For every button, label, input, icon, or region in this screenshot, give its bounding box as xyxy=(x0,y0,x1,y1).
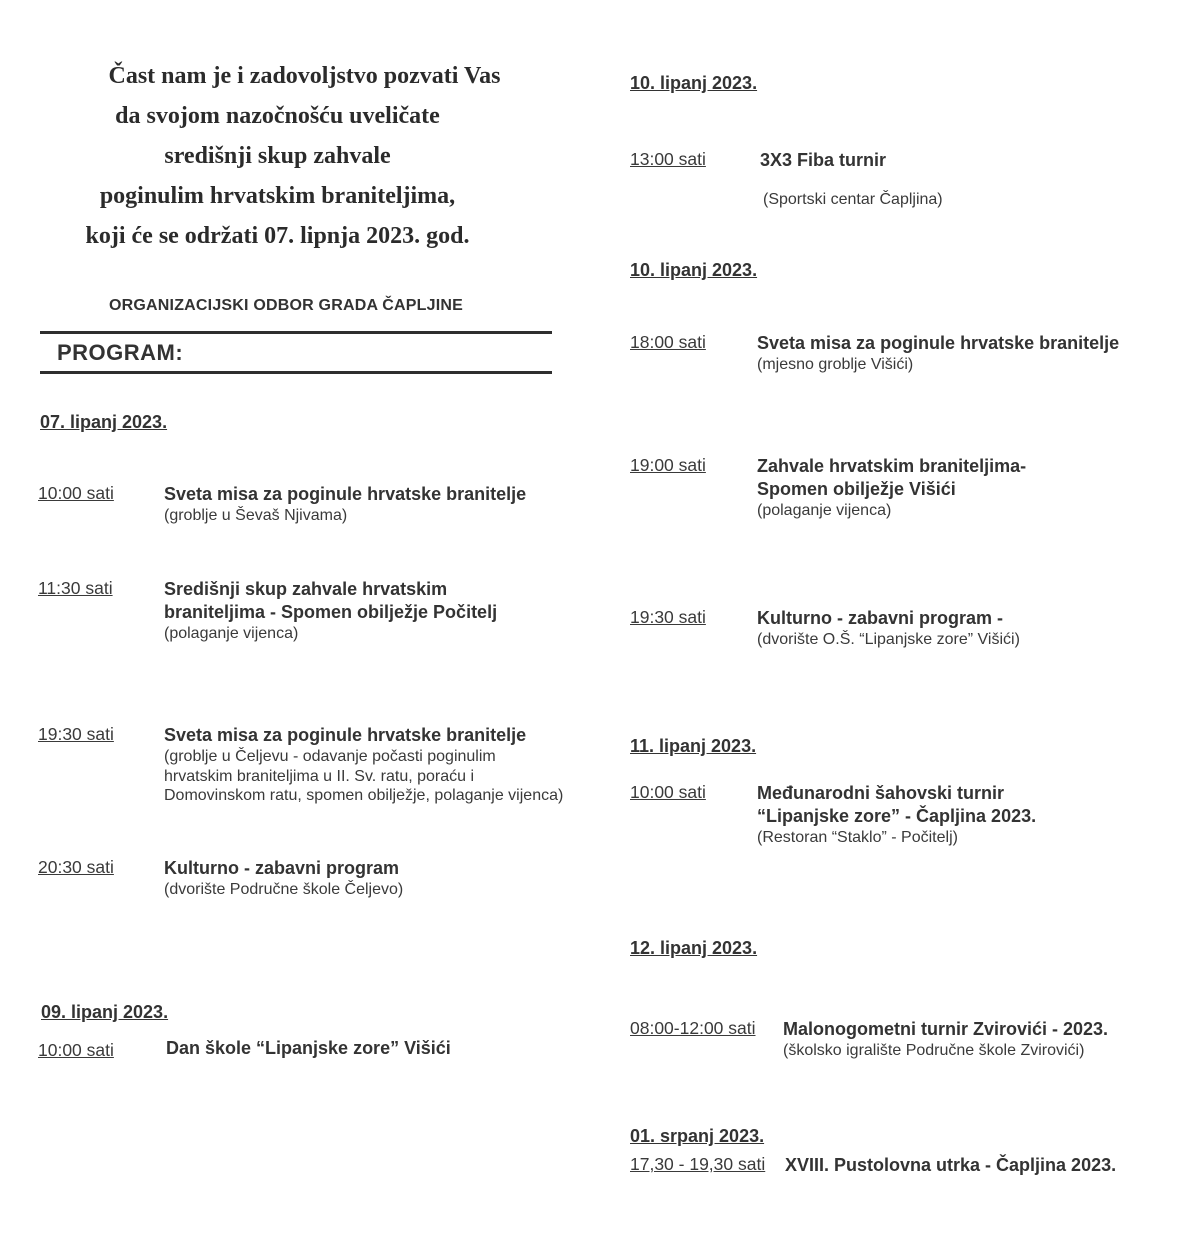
event-title: Sveta misa za poginule hrvatske branitelje xyxy=(164,484,527,504)
date-heading: 01. srpanj 2023. xyxy=(630,1126,765,1146)
event-description xyxy=(166,1037,451,1060)
event-description xyxy=(164,483,526,526)
event-time: 19:30 sati xyxy=(630,607,706,627)
event-time: 10:00 sati xyxy=(38,1040,114,1060)
invitation-line: da svojom nazočnošću uveličate xyxy=(115,103,440,129)
event-detail: (školsko igralište Područne škole Zvirovići) xyxy=(783,1042,1085,1059)
event-description xyxy=(164,578,497,644)
event-time: 13:00 sati xyxy=(630,149,706,169)
event-title: Malonogometni turnir Zvirovići - 2023. xyxy=(783,1019,1109,1039)
event-description xyxy=(783,1018,1108,1061)
event-detail: (dvorište O.Š. “Lipanjske zore” Višići) xyxy=(757,631,1020,648)
event-detail: (groblje u Ševaš Njivama) xyxy=(164,507,348,524)
event-time: 10:00 sati xyxy=(38,483,114,503)
date-heading: 07. lipanj 2023. xyxy=(40,412,168,432)
organizing-committee-label: ORGANIZACIJSKI ODBOR GRADA ČAPLJINE xyxy=(109,297,463,314)
event-title: Sveta misa za poginule hrvatske branitelje xyxy=(757,333,1120,353)
event-detail: (mjesno groblje Višići) xyxy=(757,356,914,373)
divider-line-top xyxy=(40,331,552,334)
invitation-line: poginulim hrvatskim braniteljima, xyxy=(99,183,456,209)
event-time: 18:00 sati xyxy=(630,332,706,352)
date-heading: 11. lipanj 2023. xyxy=(630,736,757,756)
event-time: 20:30 sati xyxy=(38,857,114,877)
event-time: 19:30 sati xyxy=(38,724,114,744)
event-title: “Lipanjske zore” - Čapljina 2023. xyxy=(757,806,1037,826)
event-time: 10:00 sati xyxy=(630,782,706,802)
event-description xyxy=(757,607,1020,650)
date-heading: 12. lipanj 2023. xyxy=(630,938,758,958)
event-detail: Domovinskom ratu, spomen obilježje, polaganje vijenca) xyxy=(164,787,564,804)
event-description xyxy=(757,782,1036,848)
invitation-line: koji će se održati 07. lipnja 2023. god. xyxy=(85,223,470,249)
event-description xyxy=(164,724,563,806)
event-title: Kulturno - zabavni program xyxy=(164,858,400,878)
event-title: XVIII. Pustolovna utrka - Čapljina 2023. xyxy=(785,1155,1117,1175)
event-description xyxy=(164,857,403,900)
event-title: braniteljima - Spomen obilježje Počitelj xyxy=(164,602,498,622)
event-detail: (Sportski centar Čapljina) xyxy=(763,191,943,208)
invitation-line: Čast nam je i zadovoljstvo pozvati Vas xyxy=(108,63,501,89)
event-time: 11:30 sati xyxy=(38,578,113,598)
date-heading: 10. lipanj 2023. xyxy=(630,260,758,280)
event-detail: (Restoran “Staklo” - Počitelj) xyxy=(757,829,958,846)
event-detail: hrvatskim braniteljima u II. Sv. ratu, poraću i xyxy=(164,767,475,785)
event-time: 17,30 - 19,30 sati xyxy=(630,1154,766,1174)
event-title: Kulturno - zabavni program - xyxy=(757,608,1004,628)
invitation-line: središnji skup zahvale xyxy=(164,143,391,169)
date-heading: 09. lipanj 2023. xyxy=(41,1002,169,1022)
event-title: Međunarodni šahovski turnir xyxy=(757,783,1005,803)
event-description xyxy=(785,1154,1116,1177)
event-title: Sveta misa za poginule hrvatske branitelje xyxy=(164,725,527,745)
event-detail: (groblje u Čeljevu - odavanje počasti poginulim xyxy=(164,748,496,765)
event-description xyxy=(757,455,1026,521)
date-heading: 10. lipanj 2023. xyxy=(630,73,758,93)
event-time: 08:00-12:00 sati xyxy=(630,1018,756,1038)
event-time: 19:00 sati xyxy=(630,455,706,475)
event-title: Dan škole “Lipanjske zore” Višići xyxy=(166,1038,451,1058)
event-title: Središnji skup zahvale hrvatskim xyxy=(164,579,448,599)
event-detail: (dvorište Područne škole Čeljevo) xyxy=(164,881,404,898)
event-description xyxy=(760,149,886,172)
event-detail: (polaganje vijenca) xyxy=(164,625,299,642)
program-heading: PROGRAM: xyxy=(57,340,184,365)
event-title: 3X3 Fiba turnir xyxy=(760,150,887,170)
divider-line-bottom xyxy=(40,371,552,374)
event-title: Spomen obilježje Višići xyxy=(757,479,956,499)
event-description xyxy=(757,332,1119,375)
event-detail: (polaganje vijenca) xyxy=(757,502,892,519)
invitation-block xyxy=(20,56,535,256)
event-title: Zahvale hrvatskim braniteljima- xyxy=(757,456,1027,476)
